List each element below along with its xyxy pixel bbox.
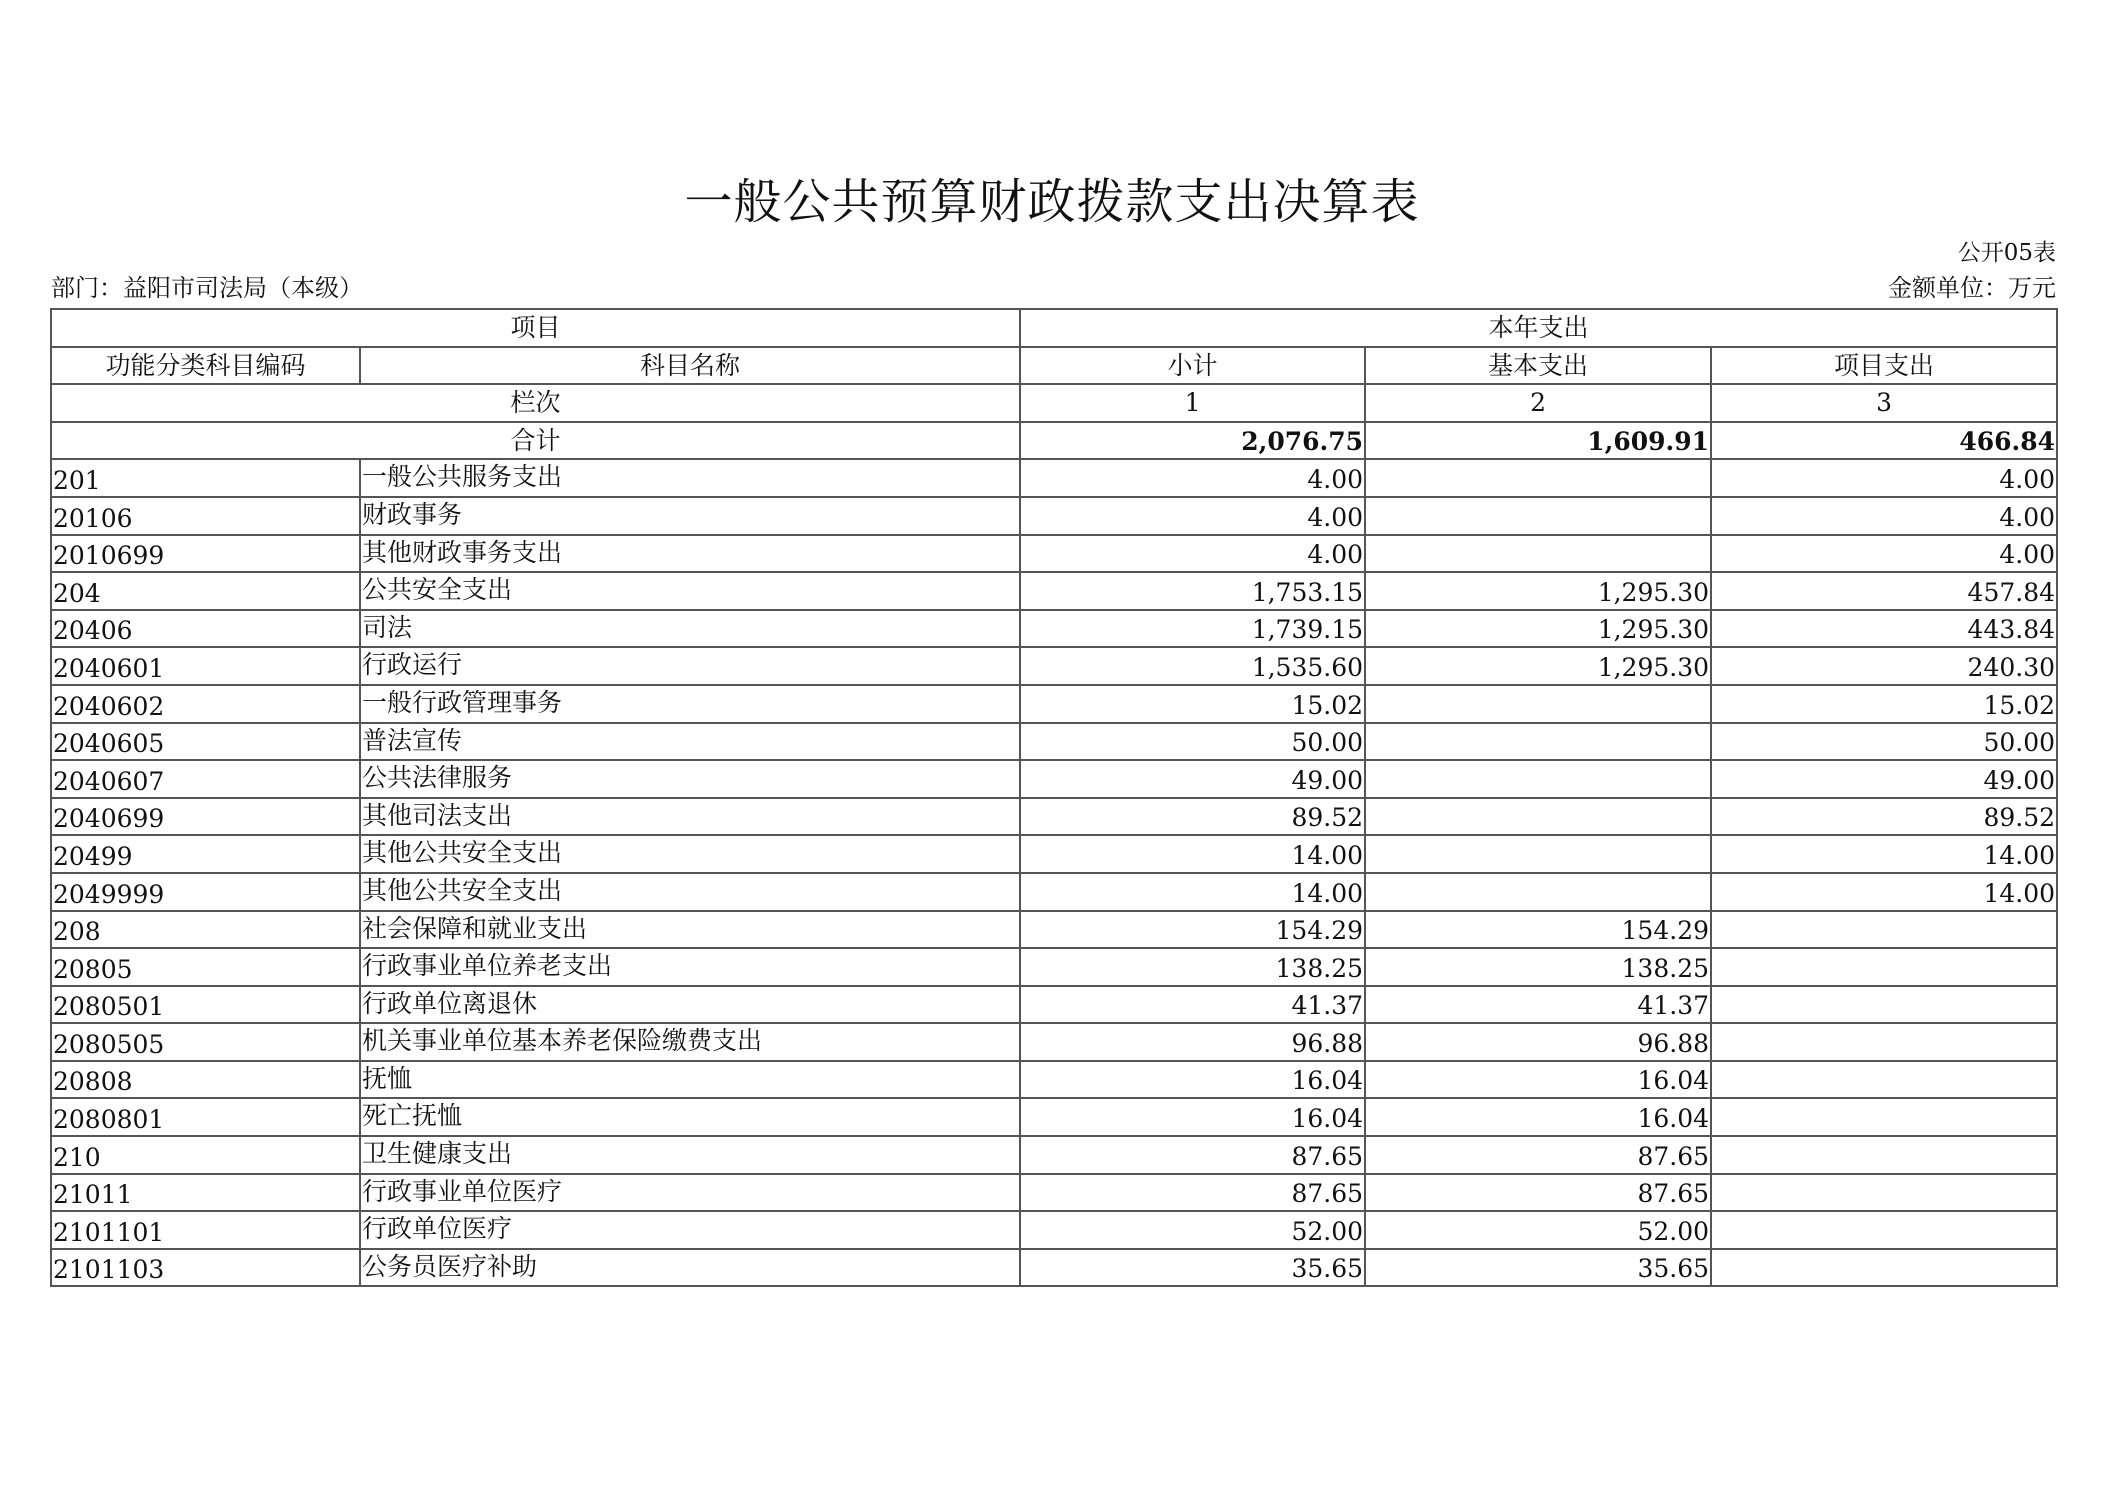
row-subtotal: 14.00 bbox=[1020, 835, 1365, 873]
row-name: 其他财政事务支出 bbox=[360, 535, 1020, 573]
table-row bbox=[51, 1098, 2057, 1136]
row-subtotal: 16.04 bbox=[1020, 1061, 1365, 1099]
row-basic bbox=[1365, 685, 1711, 723]
total-row bbox=[51, 422, 2057, 460]
row-subtotal: 138.25 bbox=[1020, 948, 1365, 986]
row-name: 公共法律服务 bbox=[360, 760, 1020, 798]
table-row bbox=[51, 497, 2057, 535]
header-row-1 bbox=[51, 309, 2057, 347]
row-name: 行政事业单位医疗 bbox=[360, 1174, 1020, 1212]
column-index-1: 1 bbox=[1020, 384, 1365, 422]
row-basic bbox=[1365, 497, 1711, 535]
table-row bbox=[51, 911, 2057, 949]
row-project bbox=[1711, 1249, 2057, 1287]
row-subtotal: 49.00 bbox=[1020, 760, 1365, 798]
table-row bbox=[51, 1211, 2057, 1249]
row-project bbox=[1711, 948, 2057, 986]
row-name: 其他公共安全支出 bbox=[360, 835, 1020, 873]
row-code: 20406 bbox=[51, 610, 360, 648]
row-code: 2040602 bbox=[51, 685, 360, 723]
row-subtotal: 1,739.15 bbox=[1020, 610, 1365, 648]
row-subtotal: 154.29 bbox=[1020, 911, 1365, 949]
header-name: 科目名称 bbox=[360, 347, 1020, 385]
row-basic: 154.29 bbox=[1365, 911, 1711, 949]
row-basic: 87.65 bbox=[1365, 1136, 1711, 1174]
total-subtotal: 2,076.75 bbox=[1020, 422, 1365, 460]
table-row bbox=[51, 986, 2057, 1024]
row-name: 其他公共安全支出 bbox=[360, 873, 1020, 911]
row-code: 20808 bbox=[51, 1061, 360, 1099]
row-name: 行政事业单位养老支出 bbox=[360, 948, 1020, 986]
table-row bbox=[51, 1023, 2057, 1061]
row-project: 4.00 bbox=[1711, 535, 2057, 573]
row-basic: 138.25 bbox=[1365, 948, 1711, 986]
row-project bbox=[1711, 911, 2057, 949]
row-code: 20805 bbox=[51, 948, 360, 986]
row-subtotal: 4.00 bbox=[1020, 497, 1365, 535]
row-project bbox=[1711, 1211, 2057, 1249]
row-project: 443.84 bbox=[1711, 610, 2057, 648]
row-code: 2101103 bbox=[51, 1249, 360, 1287]
row-project bbox=[1711, 1061, 2057, 1099]
report-title: 一般公共预算财政拨款支出决算表 bbox=[684, 174, 1420, 230]
department-label: 部门：益阳市司法局（本级） bbox=[51, 274, 363, 302]
row-basic bbox=[1365, 798, 1711, 836]
table-row bbox=[51, 535, 2057, 573]
row-name: 普法宣传 bbox=[360, 723, 1020, 761]
table-row bbox=[51, 1061, 2057, 1099]
row-subtotal: 1,535.60 bbox=[1020, 647, 1365, 685]
row-code: 2040699 bbox=[51, 798, 360, 836]
row-project: 15.02 bbox=[1711, 685, 2057, 723]
row-code: 20106 bbox=[51, 497, 360, 535]
row-code: 208 bbox=[51, 911, 360, 949]
row-basic bbox=[1365, 459, 1711, 497]
table-row bbox=[51, 459, 2057, 497]
expenditure-table bbox=[50, 308, 2058, 1287]
row-subtotal: 52.00 bbox=[1020, 1211, 1365, 1249]
row-basic bbox=[1365, 760, 1711, 798]
table-row bbox=[51, 873, 2057, 911]
table-row bbox=[51, 948, 2057, 986]
amount-unit-label: 金额单位：万元 bbox=[1888, 274, 2056, 302]
row-basic bbox=[1365, 535, 1711, 573]
row-basic: 1,295.30 bbox=[1365, 610, 1711, 648]
row-basic: 16.04 bbox=[1365, 1098, 1711, 1136]
row-name: 抚恤 bbox=[360, 1061, 1020, 1099]
row-code: 201 bbox=[51, 459, 360, 497]
row-project bbox=[1711, 1023, 2057, 1061]
column-index-2: 2 bbox=[1365, 384, 1711, 422]
column-index-3: 3 bbox=[1711, 384, 2057, 422]
table-row bbox=[51, 1249, 2057, 1287]
row-basic bbox=[1365, 835, 1711, 873]
table-row bbox=[51, 647, 2057, 685]
table-row bbox=[51, 798, 2057, 836]
table-row bbox=[51, 835, 2057, 873]
row-subtotal: 89.52 bbox=[1020, 798, 1365, 836]
row-basic bbox=[1365, 723, 1711, 761]
row-project: 457.84 bbox=[1711, 572, 2057, 610]
header-subtotal: 小计 bbox=[1020, 347, 1365, 385]
header-row-2 bbox=[51, 347, 2057, 385]
header-code: 功能分类科目编码 bbox=[51, 347, 360, 385]
row-code: 2040607 bbox=[51, 760, 360, 798]
row-subtotal: 1,753.15 bbox=[1020, 572, 1365, 610]
row-code: 2101101 bbox=[51, 1211, 360, 1249]
row-code: 2010699 bbox=[51, 535, 360, 573]
form-number: 公开05表 bbox=[1957, 240, 2056, 266]
row-subtotal: 4.00 bbox=[1020, 459, 1365, 497]
column-index-label: 栏次 bbox=[51, 384, 1020, 422]
row-subtotal: 16.04 bbox=[1020, 1098, 1365, 1136]
row-code: 2080801 bbox=[51, 1098, 360, 1136]
total-basic: 1,609.91 bbox=[1365, 422, 1711, 460]
header-row-3 bbox=[51, 384, 2057, 422]
row-project: 14.00 bbox=[1711, 835, 2057, 873]
row-name: 其他司法支出 bbox=[360, 798, 1020, 836]
row-project: 50.00 bbox=[1711, 723, 2057, 761]
row-project bbox=[1711, 1098, 2057, 1136]
row-project: 14.00 bbox=[1711, 873, 2057, 911]
row-subtotal: 50.00 bbox=[1020, 723, 1365, 761]
row-name: 公共安全支出 bbox=[360, 572, 1020, 610]
table-row bbox=[51, 760, 2057, 798]
row-name: 机关事业单位基本养老保险缴费支出 bbox=[360, 1023, 1020, 1061]
row-code: 2040605 bbox=[51, 723, 360, 761]
row-name: 公务员医疗补助 bbox=[360, 1249, 1020, 1287]
row-basic bbox=[1365, 873, 1711, 911]
row-name: 司法 bbox=[360, 610, 1020, 648]
row-basic: 16.04 bbox=[1365, 1061, 1711, 1099]
row-project bbox=[1711, 986, 2057, 1024]
row-name: 一般公共服务支出 bbox=[360, 459, 1020, 497]
row-project: 240.30 bbox=[1711, 647, 2057, 685]
row-code: 2080505 bbox=[51, 1023, 360, 1061]
total-label: 合计 bbox=[51, 422, 1020, 460]
row-subtotal: 14.00 bbox=[1020, 873, 1365, 911]
row-code: 2080501 bbox=[51, 986, 360, 1024]
row-name: 财政事务 bbox=[360, 497, 1020, 535]
row-project: 89.52 bbox=[1711, 798, 2057, 836]
table-row bbox=[51, 610, 2057, 648]
row-code: 21011 bbox=[51, 1174, 360, 1212]
table-row bbox=[51, 723, 2057, 761]
row-name: 死亡抚恤 bbox=[360, 1098, 1020, 1136]
table-row bbox=[51, 572, 2057, 610]
row-project: 4.00 bbox=[1711, 497, 2057, 535]
row-subtotal: 35.65 bbox=[1020, 1249, 1365, 1287]
row-basic: 96.88 bbox=[1365, 1023, 1711, 1061]
row-project bbox=[1711, 1174, 2057, 1212]
total-project: 466.84 bbox=[1711, 422, 2057, 460]
row-project: 4.00 bbox=[1711, 459, 2057, 497]
row-subtotal: 87.65 bbox=[1020, 1136, 1365, 1174]
row-name: 一般行政管理事务 bbox=[360, 685, 1020, 723]
row-subtotal: 87.65 bbox=[1020, 1174, 1365, 1212]
row-subtotal: 96.88 bbox=[1020, 1023, 1365, 1061]
row-basic: 41.37 bbox=[1365, 986, 1711, 1024]
row-subtotal: 4.00 bbox=[1020, 535, 1365, 573]
row-name: 卫生健康支出 bbox=[360, 1136, 1020, 1174]
row-code: 2040601 bbox=[51, 647, 360, 685]
row-name: 行政单位医疗 bbox=[360, 1211, 1020, 1249]
row-name: 行政单位离退休 bbox=[360, 986, 1020, 1024]
row-subtotal: 41.37 bbox=[1020, 986, 1365, 1024]
row-project bbox=[1711, 1136, 2057, 1174]
header-project: 项目支出 bbox=[1711, 347, 2057, 385]
header-basic: 基本支出 bbox=[1365, 347, 1711, 385]
row-name: 行政运行 bbox=[360, 647, 1020, 685]
header-current-year: 本年支出 bbox=[1020, 309, 2057, 347]
row-code: 2049999 bbox=[51, 873, 360, 911]
table-row bbox=[51, 1136, 2057, 1174]
row-code: 210 bbox=[51, 1136, 360, 1174]
header-item: 项目 bbox=[51, 309, 1020, 347]
row-code: 20499 bbox=[51, 835, 360, 873]
table-row bbox=[51, 685, 2057, 723]
row-basic: 1,295.30 bbox=[1365, 572, 1711, 610]
row-basic: 1,295.30 bbox=[1365, 647, 1711, 685]
row-subtotal: 15.02 bbox=[1020, 685, 1365, 723]
row-code: 204 bbox=[51, 572, 360, 610]
row-basic: 35.65 bbox=[1365, 1249, 1711, 1287]
row-project: 49.00 bbox=[1711, 760, 2057, 798]
table-row bbox=[51, 1174, 2057, 1212]
row-basic: 52.00 bbox=[1365, 1211, 1711, 1249]
row-name: 社会保障和就业支出 bbox=[360, 911, 1020, 949]
row-basic: 87.65 bbox=[1365, 1174, 1711, 1212]
